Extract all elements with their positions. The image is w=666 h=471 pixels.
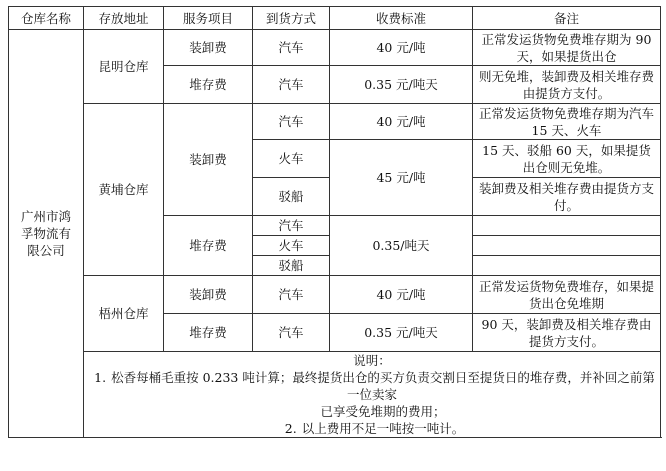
service-cell: 装卸费 bbox=[164, 30, 253, 66]
table-row bbox=[9, 104, 661, 140]
mode-cell: 驳船 bbox=[253, 256, 330, 276]
mode-cell: 火车 bbox=[253, 236, 330, 256]
remark-cell bbox=[473, 236, 661, 256]
header-fee-standard: 收费标准 bbox=[330, 7, 473, 30]
company-name-cell bbox=[9, 30, 84, 438]
address-huangpu: 黄埔仓库 bbox=[84, 104, 164, 276]
mode-cell: 驳船 bbox=[253, 178, 330, 216]
service-cell: 装卸费 bbox=[164, 276, 253, 314]
company-name-line: 孚物流有 bbox=[20, 226, 71, 241]
header-remarks: 备注 bbox=[473, 7, 661, 30]
mode-cell: 汽车 bbox=[253, 216, 330, 236]
note-text: 松香每桶毛重按 0.233 吨计算；最终提货出仓的买方负责交割日至提货日的堆存费，并补回之前第一位卖家 bbox=[111, 370, 655, 402]
mode-cell: 汽车 bbox=[253, 276, 330, 314]
header-arrival-mode: 到货方式 bbox=[253, 7, 330, 30]
fee-cell: 45 元/吨 bbox=[330, 140, 473, 216]
mode-cell: 汽车 bbox=[253, 30, 330, 66]
mode-cell: 汽车 bbox=[253, 314, 330, 352]
fee-cell: 0.35/吨天 bbox=[330, 216, 473, 276]
remark-cell bbox=[473, 216, 661, 236]
company-name-line: 限公司 bbox=[27, 243, 65, 258]
remark-cell: 正常发运货物免费堆存期为 90 天，如果提货出仓 bbox=[473, 30, 661, 66]
note-number: 2. bbox=[284, 421, 297, 436]
header-service: 服务项目 bbox=[164, 7, 253, 30]
mode-cell: 汽车 bbox=[253, 66, 330, 104]
fee-cell: 0.35 元/吨天 bbox=[330, 66, 473, 104]
remark-cell bbox=[473, 256, 661, 276]
note-item bbox=[88, 420, 656, 437]
company-name-line: 广州市鸿 bbox=[20, 209, 71, 224]
remark-cell: 正常发运货物免费堆存，如果提货出仓免堆期 bbox=[473, 276, 661, 314]
fee-cell: 40 元/吨 bbox=[330, 30, 473, 66]
remark-cell: 正常发运货物免费堆存期为汽车 15 天、火车 bbox=[473, 104, 661, 140]
note-continuation: 已享受免堆期的费用； bbox=[320, 404, 446, 419]
remark-cell: 则无免堆，装卸费及相关堆存费由提货方支付。 bbox=[473, 66, 661, 104]
notes-block bbox=[84, 352, 661, 438]
mode-cell: 火车 bbox=[253, 140, 330, 178]
notes-row bbox=[9, 352, 661, 438]
notes-title: 说明： bbox=[353, 353, 391, 368]
header-warehouse-name: 仓库名称 bbox=[9, 7, 84, 30]
remark-cell: 装卸费及相关堆存费由提货方支付。 bbox=[473, 178, 661, 216]
fee-cell: 40 元/吨 bbox=[330, 104, 473, 140]
note-number: 1. bbox=[94, 370, 107, 385]
warehouse-fee-table bbox=[8, 6, 661, 438]
service-cell: 堆存费 bbox=[164, 66, 253, 104]
mode-cell: 汽车 bbox=[253, 104, 330, 140]
fee-document bbox=[8, 6, 660, 438]
table-row bbox=[9, 276, 661, 314]
fee-cell: 0.35 元/吨天 bbox=[330, 314, 473, 352]
note-text: 以上费用不足一吨按一吨计。 bbox=[301, 421, 465, 436]
remark-cell: 90 天，装卸费及相关堆存费由提货方支付。 bbox=[473, 314, 661, 352]
service-cell: 堆存费 bbox=[164, 216, 253, 276]
header-row bbox=[9, 7, 661, 30]
fee-cell: 40 元/吨 bbox=[330, 276, 473, 314]
service-cell: 堆存费 bbox=[164, 314, 253, 352]
remark-cell: 15 天、驳船 60 天，如果提货出仓则无免堆。 bbox=[473, 140, 661, 178]
address-wuzhou: 梧州仓库 bbox=[84, 276, 164, 352]
table-row bbox=[9, 30, 661, 66]
service-cell: 装卸费 bbox=[164, 104, 253, 216]
header-address: 存放地址 bbox=[84, 7, 164, 30]
address-kunming: 昆明仓库 bbox=[84, 30, 164, 104]
note-item bbox=[88, 369, 656, 403]
